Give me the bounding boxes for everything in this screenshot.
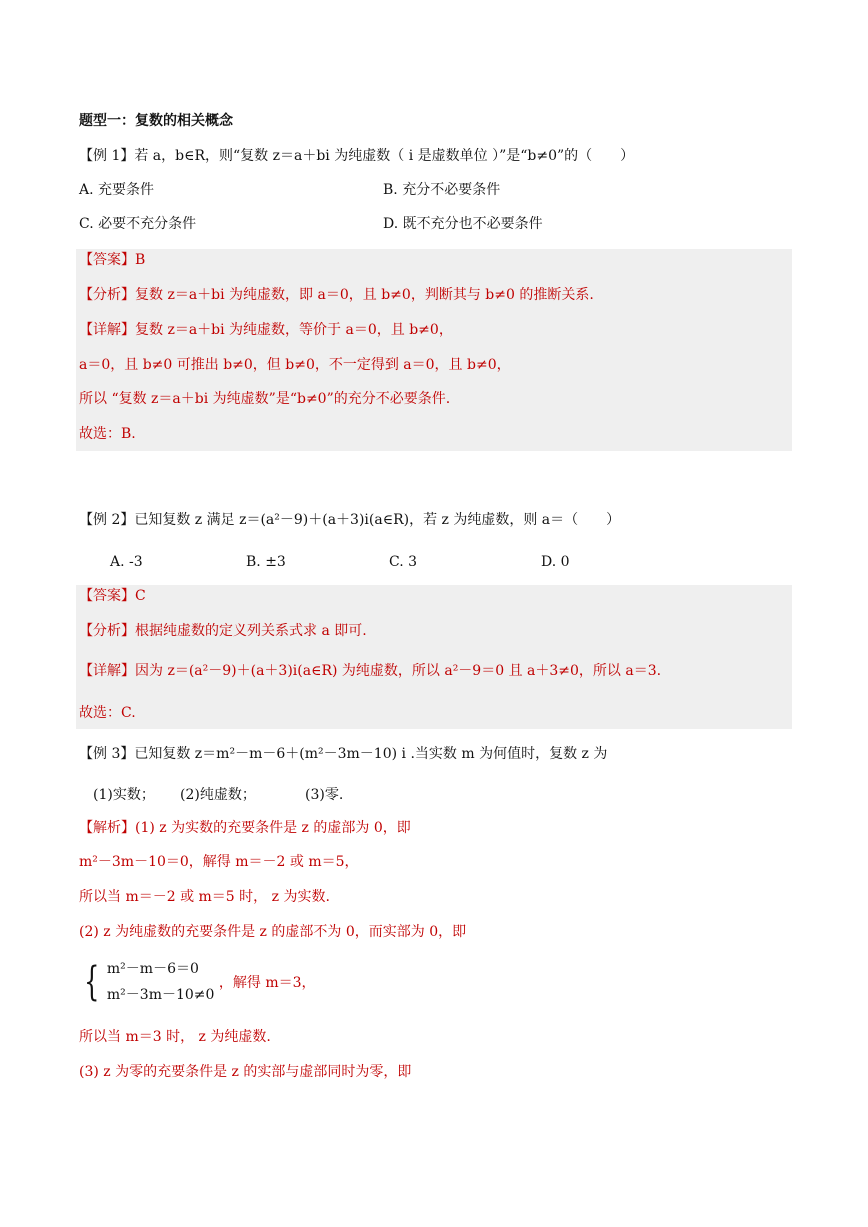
example-2-stem: 【例 2】已知复数 z 满足 z＝(a²－9)＋(a＋3)i(a∈R)，若 z 为纯虚数，则 a＝（ ） [79,512,621,528]
brace-symbol: { [84,959,100,1005]
example-2-option-d: D. 0 [541,554,570,570]
system-result: ，解得 m＝3， [218,975,316,991]
example-2-solution-box [76,585,792,729]
example-1-option-a: A. 充要条件 [79,182,155,198]
example-3-solution-4: (2) z 为纯虚数的充要条件是 z 的虚部不为 0，而实部为 0，即 [79,924,467,940]
example-1-option-b: B. 充分不必要条件 [383,182,501,198]
example-1-option-c: C. 必要不充分条件 [79,216,197,232]
example-1-solution-box [76,249,792,451]
example-2-analysis: 【分析】根据纯虚数的定义列关系式求 a 即可. [79,623,367,639]
example-2-option-a: A. -3 [110,554,143,570]
example-1-stem: 【例 1】若 a，b∈R，则“复数 z＝a＋bi 为纯虚数（ i 是虚数单位 ）”是“b≠0”的（ ） [79,148,635,164]
example-3-part-3: (3)零. [305,787,344,803]
example-3-solution-1: 【解析】(1) z 为实数的充要条件是 z 的虚部为 0，即 [79,820,411,836]
example-2-answer: 【答案】C [79,588,146,604]
example-2-option-c: C. 3 [389,554,418,570]
example-2-option-b: B. ±3 [246,554,286,570]
example-1-answer: 【答案】B [79,252,146,268]
system-line-2: m²－3m－10≠0 [106,987,215,1003]
section-title: 题型一：复数的相关概念 [79,113,233,129]
example-1-choice: 故选：B. [79,426,136,442]
system-lines [107,956,215,1008]
example-2-choice: 故选：C. [79,705,136,721]
example-1-detail-2: a＝0，且 b≠0 可推出 b≠0，但 b≠0，不一定得到 a＝0，且 b≠0， [79,357,511,373]
example-1-option-d: D. 既不充分也不必要条件 [383,216,543,232]
example-3-solution-6: (3) z 为零的充要条件是 z 的实部与虚部同时为零，即 [79,1064,412,1080]
example-3-part-1: (1)实数； [93,787,155,803]
example-1-detail-3: 所以 “复数 z＝a＋bi 为纯虚数”是“b≠0”的充分不必要条件. [79,391,451,407]
example-3-solution-2: m²－3m－10＝0，解得 m＝－2 或 m＝5， [79,854,359,870]
example-3-solution-5: 所以当 m＝3 时， z 为纯虚数. [79,1029,271,1045]
equation-system [79,956,316,1008]
example-2-detail: 【详解】因为 z＝(a²－9)＋(a＋3)i(a∈R) 为纯虚数，所以 a²－9＝0 且 a＋3≠0，所以 a＝3. [79,663,662,679]
example-3-solution-3: 所以当 m＝－2 或 m＝5 时， z 为实数. [79,889,330,905]
example-1-detail-1: 【详解】复数 z＝a＋bi 为纯虚数，等价于 a＝0，且 b≠0， [79,322,453,338]
example-3-part-2: (2)纯虚数； [180,787,256,803]
system-line-1: m²－m－6＝0 [106,961,199,977]
example-3-stem: 【例 3】已知复数 z＝m²－m－6＋(m²－3m－10) i .当实数 m 为何值时，复数 z 为 [79,746,608,762]
example-1-analysis: 【分析】复数 z＝a＋bi 为纯虚数，即 a＝0，且 b≠0，判断其与 b≠0 的推断关系. [79,287,594,303]
